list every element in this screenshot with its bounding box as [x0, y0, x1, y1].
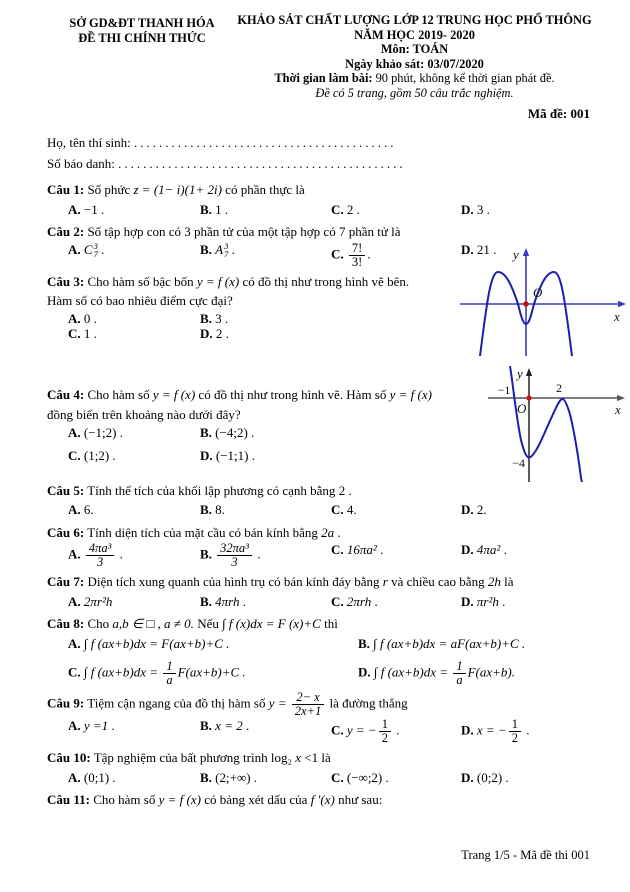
option-B: B. 1 . — [200, 201, 229, 217]
option-label: C. — [331, 201, 347, 217]
option-label: D. — [461, 201, 477, 217]
option-B: B. (−4;2) . — [200, 425, 255, 441]
question-cau11 — [47, 790, 592, 810]
student-id-line — [47, 153, 592, 174]
option-D: D. 4πa² . — [461, 542, 507, 558]
option-label: B. — [200, 310, 216, 326]
question-stem: Câu 1: Số phức z = (1− i)(1+ 2i) có phần thực là — [47, 182, 305, 198]
duration-value: 90 phút, không kể thời gian phát đề. — [372, 71, 555, 86]
option-B: B. $\frac{\text{32πa³}}{3}$ . — [200, 541, 261, 570]
question-cau3 — [47, 272, 459, 342]
option-label: C. — [331, 769, 347, 785]
option-label: A. — [68, 593, 84, 609]
option-A: A. (−1;2) . — [68, 425, 123, 441]
pages-note: Đề có 5 trang, gồm 50 câu trắc nghiệm. — [315, 85, 514, 100]
option-A: A. y =1 . — [68, 717, 115, 733]
option-B: B. ∫ f (ax+b)dx = aF(ax+b)+C . — [358, 635, 526, 651]
option-label: A. — [68, 769, 84, 785]
x-tick-minus1: −1 — [497, 383, 511, 397]
option-A: A. ∫ f (ax+b)dx = F(ax+b)+C . — [68, 635, 230, 651]
option-label: B. — [200, 425, 216, 441]
option-A: A. −1 . — [68, 201, 105, 217]
school-year: NĂM HỌC 2019- 2020 — [354, 27, 475, 42]
option-D: D. x = − $\frac{1}{2}$ . — [461, 716, 530, 745]
option-C: C. 4. — [331, 502, 357, 518]
answer-options — [47, 311, 459, 342]
student-name-dots: .......................................... — [134, 135, 397, 151]
question-cau8 — [47, 614, 592, 687]
scripted-symbol: C 3 7 — [83, 240, 98, 260]
option-label: A. — [68, 310, 84, 326]
option-label: C. — [331, 722, 347, 738]
option-label: B. — [200, 769, 216, 785]
scripted-symbol: A 3 7 — [215, 240, 229, 260]
fraction: $\frac{1}{2}$ — [379, 718, 391, 745]
option-C: C. 1 . — [68, 326, 97, 342]
exam-code: Mã đề: 001 — [527, 105, 590, 121]
option-C: C. (1;2) . — [68, 448, 116, 464]
option-B: B. (2;+∞) . — [200, 769, 258, 785]
option-D: D. 2 . — [200, 326, 229, 342]
figure-cau4-graph — [484, 366, 630, 484]
option-label: D. — [461, 241, 477, 257]
duration-label: Thời gian làm bài: — [274, 71, 373, 86]
option-label: C. — [331, 593, 347, 609]
fraction: $\frac{7!}{3!}$ — [349, 242, 365, 269]
survey-date: Ngày khảo sát: 03/07/2020 — [345, 56, 484, 71]
question-stem: Câu 4: Cho hàm số y = f (x) có đồ thị như trong hình vẽ. Hàm số y = f (x) đồng biến trên khoảng nào dưới đây? — [47, 387, 432, 422]
option-label: D. — [461, 542, 477, 558]
option-label: B. — [200, 717, 216, 733]
option-label: A. — [68, 546, 84, 562]
option-label: D. — [461, 502, 477, 518]
option-B: B. x = 2 . — [200, 717, 250, 733]
option-label: A. — [68, 201, 84, 217]
option-D: D. (0;2) . — [461, 769, 509, 785]
option-B: B. 8. — [200, 502, 225, 518]
y-tick-minus4: −4 — [512, 456, 525, 470]
student-id-dots: .............................................. — [118, 156, 406, 172]
student-id-label: Số báo danh: — [47, 156, 119, 172]
question-cau5 — [47, 481, 592, 520]
option-label: A. — [68, 502, 84, 518]
origin-dot — [526, 395, 531, 400]
question-stem: Câu 11: Cho hàm số y = f (x) có bảng xét dấu của f ′(x) như sau: — [47, 792, 383, 808]
option-label: C. — [331, 245, 347, 261]
y-axis-arrow-icon — [523, 248, 529, 256]
option-D: D. ∫ f (ax+b)dx = $\frac{1}{a}$ F(ax+b). — [358, 659, 515, 688]
option-label: C. — [68, 448, 84, 464]
question-stem: Câu 9: Tiệm cận ngang của đồ thị hàm số y = $\frac{2- x}{2x+1}$ là đường thẳng — [47, 689, 408, 718]
option-label: D. — [461, 769, 477, 785]
figure-cau3-graph — [456, 246, 628, 358]
option-label: A. — [68, 635, 84, 651]
subject: Môn: TOÁN — [380, 42, 449, 57]
question-stem: Câu 6: Tính diện tích của mặt cầu có bán kính bằng 2a . — [47, 524, 341, 540]
y-axis-label: y — [513, 247, 519, 262]
option-A: A. 6. — [68, 502, 94, 518]
fraction: $\frac{2- x}{2x+1}$ — [292, 691, 324, 718]
option-label: D. — [461, 593, 477, 609]
answer-options — [47, 634, 592, 688]
option-label: B. — [200, 546, 216, 562]
option-label: C. — [68, 664, 84, 680]
option-C: C. $\frac{7!}{3!}$ . — [331, 240, 371, 269]
option-label: C. — [331, 542, 347, 558]
option-D: D. (−1;1) . — [200, 448, 255, 464]
option-C: C. 16πa² . — [331, 542, 384, 558]
option-label: D. — [200, 326, 216, 342]
option-label: D. — [461, 722, 477, 738]
option-label: B. — [200, 593, 216, 609]
y-axis-label: y — [517, 366, 523, 381]
x-axis-label: x — [614, 309, 620, 324]
question-stem: Câu 8: Cho a,b ∈ □ , a ≠ 0. Nếu ∫ f (x)dx = F (x)+C thì — [47, 616, 338, 632]
option-B: B. 3 . — [200, 310, 229, 326]
fraction: $\frac{1}{2}$ — [509, 718, 521, 745]
option-C: C. (−∞;2) . — [331, 769, 389, 785]
option-A: A. C 3 7 . — [68, 240, 105, 260]
fraction: $\frac{1}{a}$ — [453, 660, 465, 687]
question-cau10 — [47, 748, 592, 787]
option-C: C. ∫ f (ax+b)dx = $\frac{1}{a}$ F(ax+b)+C . — [68, 659, 246, 688]
title-block — [237, 13, 592, 101]
option-C: C. 2 . — [331, 201, 360, 217]
option-label: B. — [200, 201, 216, 217]
option-label: D. — [200, 448, 216, 464]
option-A: A. (0;1) . — [68, 769, 116, 785]
option-D: D. 21 . — [461, 241, 497, 257]
answer-options — [47, 542, 592, 569]
exam-title: KHẢO SÁT CHẤT LƯỢNG LỚP 12 TRUNG HỌC PHỔ THÔNG — [237, 13, 592, 27]
question-cau9 — [47, 691, 592, 746]
option-label: C. — [331, 502, 347, 518]
student-name-label: Họ, tên thí sinh: — [47, 135, 135, 151]
answer-options — [47, 424, 487, 464]
x-axis-label: x — [615, 402, 621, 417]
y-axis-arrow-icon — [526, 368, 532, 376]
x-tick-2: 2 — [556, 381, 562, 395]
page-footer: Trang 1/5 - Mã đề thi 001 — [461, 848, 590, 862]
option-A: A. $\frac{\text{4πa³}}{3}$ . — [68, 541, 123, 570]
option-label: A. — [68, 425, 84, 441]
option-label: C. — [68, 326, 84, 342]
option-D: D. 2. — [461, 502, 487, 518]
origin-label: O — [517, 401, 527, 416]
answer-options — [47, 500, 592, 520]
origin-label: O — [533, 285, 543, 300]
question-stem: Câu 3: Cho hàm số bậc bốn y = f (x) có đồ thị như trong hình vẽ bên. Hàm số có bao nhiêu điểm cực đại? — [47, 273, 410, 309]
duration-line — [237, 71, 592, 86]
option-D: D. πr²h . — [461, 593, 506, 609]
student-info — [47, 132, 592, 174]
x-axis-arrow-icon — [617, 395, 625, 401]
fraction: $\frac{1}{a}$ — [163, 660, 175, 687]
x-axis-arrow-icon — [618, 301, 626, 307]
option-B: B. A 3 7 . — [200, 240, 235, 260]
option-label: A. — [68, 717, 84, 733]
option-A: A. 2πr²h — [68, 593, 113, 609]
fraction: $\frac{\text{4πa³}}{3}$ — [86, 542, 115, 569]
fraction: $\frac{\text{32πa³}}{3}$ — [217, 542, 252, 569]
option-A: A. 0 . — [68, 310, 97, 326]
answer-options — [47, 718, 592, 745]
origin-dot — [523, 301, 529, 307]
answer-options — [47, 200, 592, 220]
question-stem: Câu 7: Diện tích xung quanh của hình trụ có bán kính đáy bằng r và chiều cao bằng 2h là — [47, 574, 514, 590]
option-D: D. 3 . — [461, 201, 490, 217]
option-C: C. y = − $\frac{1}{2}$ . — [331, 716, 400, 745]
exam-header — [47, 13, 592, 101]
option-label: B. — [358, 635, 374, 651]
option-label: D. — [358, 664, 374, 680]
answer-options — [47, 768, 592, 788]
option-label: A. — [68, 241, 84, 257]
issuer-name: SỞ GD&ĐT THANH HÓA — [69, 16, 215, 30]
question-cau4 — [47, 385, 487, 464]
question-cau1 — [47, 180, 592, 219]
question-cau6 — [47, 523, 592, 570]
option-label: B. — [200, 502, 216, 518]
option-C: C. 2πrh . — [331, 593, 378, 609]
option-label: B. — [200, 241, 216, 257]
option-B: B. 4πrh . — [200, 593, 247, 609]
question-stem: Câu 5: Tính thể tích của khối lập phương có cạnh bằng 2 . — [47, 482, 352, 498]
student-name-line — [47, 132, 592, 153]
question-stem: Câu 10: Tập nghiệm của bất phương trình log₂ x <1 là — [47, 750, 331, 766]
exam-type: ĐỀ THI CHÍNH THỨC — [78, 31, 206, 45]
question-cau7 — [47, 572, 592, 611]
answer-options — [47, 592, 592, 612]
issuer-block — [47, 13, 237, 101]
question-stem: Câu 2: Số tập hợp con có 3 phần tử của một tập hợp có 7 phần tử là — [47, 224, 401, 240]
